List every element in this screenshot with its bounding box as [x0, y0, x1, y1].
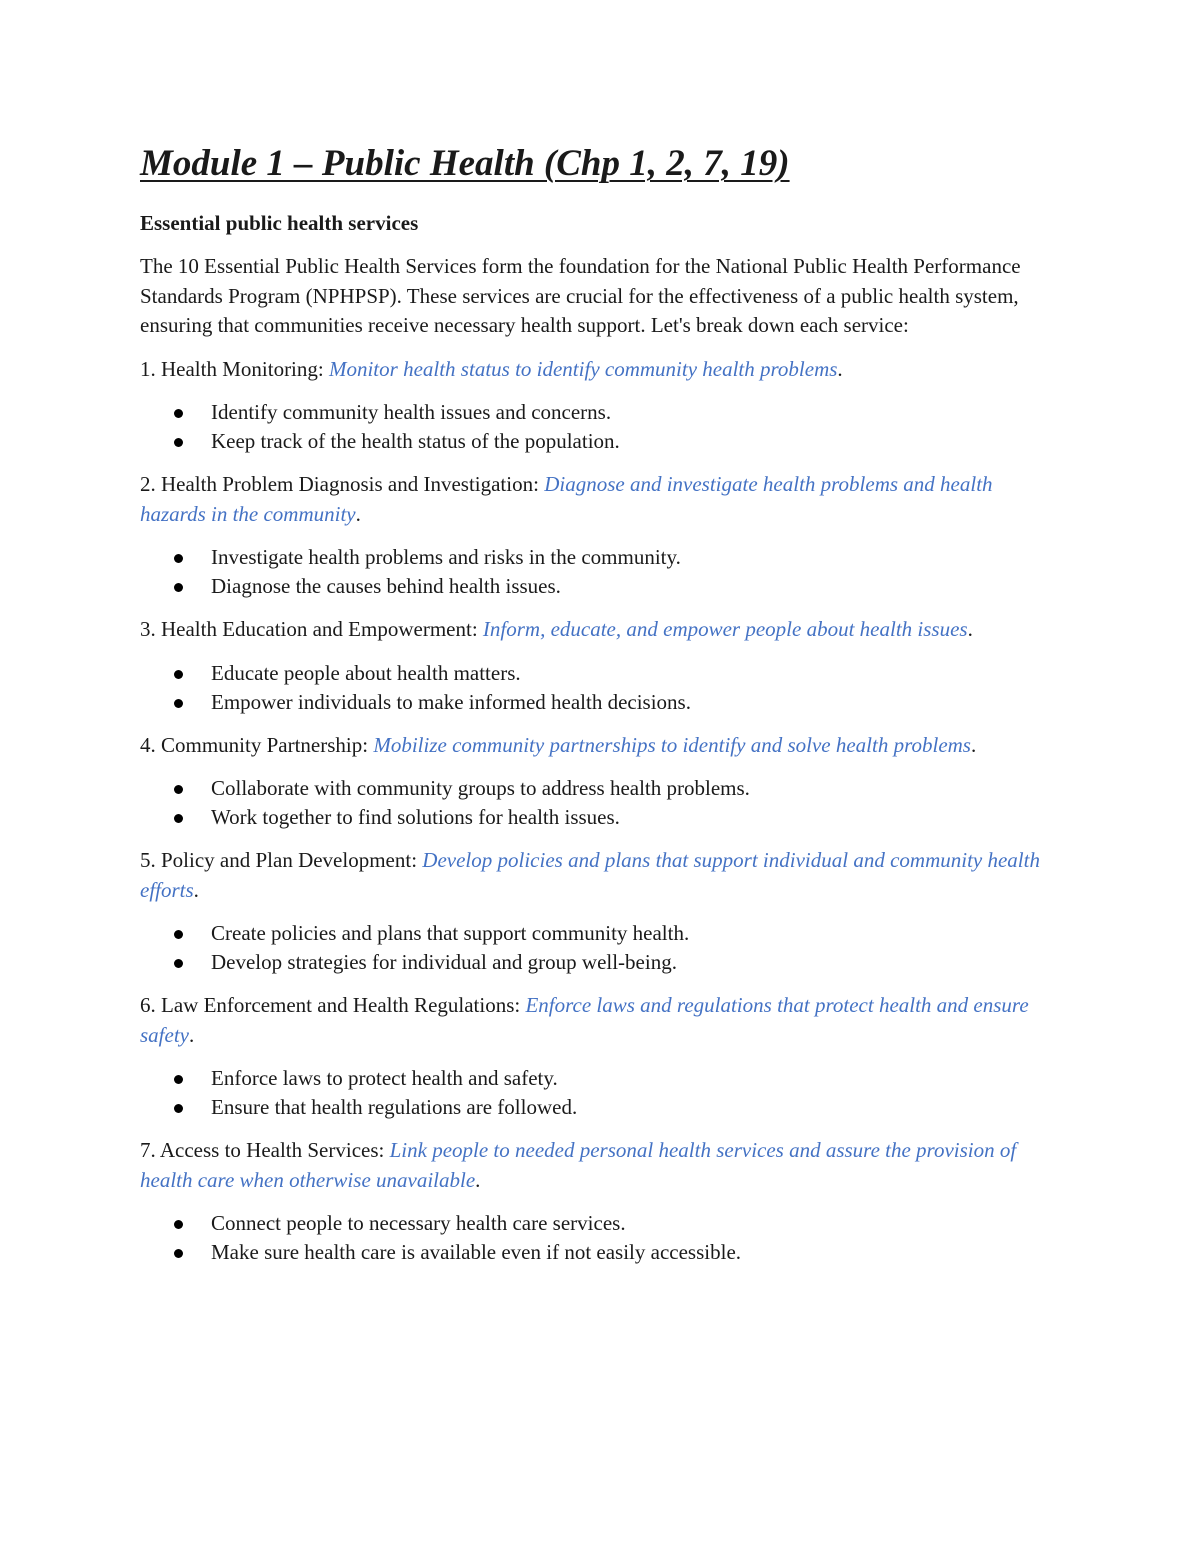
bullet-dot-icon: [174, 438, 183, 447]
bullet-text: Develop strategies for individual and group well-being.: [211, 950, 677, 974]
service-bullet-list: [140, 919, 1060, 977]
bullet-item: [140, 659, 1060, 688]
service-heading: [140, 991, 1060, 1050]
bullet-item: [140, 1238, 1060, 1267]
bullet-dot-icon: [174, 785, 183, 794]
bullet-text: Investigate health problems and risks in the community.: [211, 545, 681, 569]
bullet-dot-icon: [174, 1249, 183, 1258]
service-item-2: [140, 470, 1060, 601]
service-period: .: [188, 1022, 195, 1047]
bullet-dot-icon: [174, 409, 183, 418]
service-description: Mobilize community partnerships to identify and solve health problems: [373, 732, 971, 757]
bullet-item: [140, 1209, 1060, 1238]
bullet-text: Empower individuals to make informed health decisions.: [211, 689, 691, 714]
bullet-dot-icon: [174, 1075, 183, 1084]
bullet-text: Identify community health issues and concerns.: [211, 400, 612, 424]
bullet-item: [140, 543, 1060, 572]
bullet-text: Connect people to necessary health care services.: [211, 1211, 626, 1235]
service-bullet-list: [140, 398, 1060, 456]
service-label: 2. Health Problem Diagnosis and Investigation:: [140, 472, 545, 496]
bullet-text: Ensure that health regulations are followed.: [211, 1095, 578, 1119]
bullet-text: Work together to find solutions for health issues.: [211, 805, 620, 829]
bullet-item: [140, 688, 1060, 717]
service-item-7: [140, 1136, 1060, 1267]
bullet-dot-icon: [174, 814, 183, 823]
intro-paragraph: The 10 Essential Public Health Services form the foundation for the National Public Health Performance Standards Program (NPHPSP). These services are crucial for the effectiveness of a public health system, ensuring that communities receive necessary health support. Let's break down each service:: [140, 254, 1021, 337]
service-period: .: [193, 877, 199, 902]
service-label: 3. Health Education and Empowerment:: [140, 617, 483, 641]
bullet-text: Collaborate with community groups to address health problems.: [211, 776, 750, 800]
service-item-5: [140, 846, 1060, 977]
bullet-text: Keep track of the health status of the population.: [211, 429, 620, 453]
bullet-dot-icon: [174, 959, 183, 968]
service-item-3: [140, 615, 1060, 717]
section-heading: Essential public health services: [140, 211, 419, 235]
bullet-dot-icon: [174, 1104, 183, 1113]
bullet-text: Create policies and plans that support community health.: [211, 921, 690, 945]
service-description: Inform, educate, and empower people about health issues: [482, 617, 968, 641]
service-label: 4. Community Partnership:: [140, 732, 374, 757]
service-label: 7. Access to Health Services:: [140, 1138, 390, 1162]
bullet-item: [140, 1093, 1060, 1122]
page-title: Module 1 – Public Health (Chp 1, 2, 7, 19): [140, 143, 790, 184]
bullet-text: Diagnose the causes behind health issues.: [211, 574, 561, 598]
service-item-4: [140, 731, 1060, 833]
bullet-dot-icon: [174, 670, 183, 679]
bullet-item: [140, 948, 1060, 977]
bullet-dot-icon: [174, 699, 183, 708]
service-bullet-list: [140, 774, 1060, 832]
service-heading: [140, 1136, 1060, 1195]
service-label: 6. Law Enforcement and Health Regulations:: [140, 993, 526, 1017]
service-period: .: [970, 732, 977, 757]
bullet-item: [140, 774, 1060, 803]
bullet-item: [140, 398, 1060, 427]
bullet-dot-icon: [174, 930, 183, 939]
service-period: .: [967, 617, 973, 641]
service-heading: [140, 470, 1060, 529]
service-period: .: [475, 1167, 481, 1192]
service-period: .: [355, 501, 361, 526]
bullet-item: [140, 803, 1060, 832]
service-description: Diagnose and investigate health problems and health hazards in the community: [140, 472, 993, 526]
service-item-6: [140, 991, 1060, 1122]
bullet-dot-icon: [174, 1220, 183, 1229]
bullet-dot-icon: [174, 583, 183, 592]
service-label: 5. Policy and Plan Development:: [140, 848, 423, 872]
services-list: [140, 355, 1060, 1268]
service-heading: [140, 615, 1060, 645]
service-heading: [140, 355, 1060, 385]
service-bullet-list: [140, 1209, 1060, 1267]
service-label: 1. Health Monitoring:: [140, 356, 329, 381]
service-bullet-list: [140, 659, 1060, 717]
bullet-item: [140, 1064, 1060, 1093]
bullet-text: Make sure health care is available even if not easily accessible.: [211, 1240, 742, 1264]
service-bullet-list: [140, 1064, 1060, 1122]
service-item-1: [140, 355, 1060, 457]
bullet-item: [140, 919, 1060, 948]
service-bullet-list: [140, 543, 1060, 601]
service-period: .: [837, 356, 843, 381]
bullet-item: [140, 572, 1060, 601]
service-heading: [140, 731, 1060, 761]
bullet-item: [140, 427, 1060, 456]
service-description: Develop policies and plans that support individual and community health efforts: [140, 848, 1040, 902]
bullet-text: Enforce laws to protect health and safety.: [211, 1066, 558, 1090]
document-page: [140, 140, 1060, 1281]
bullet-dot-icon: [174, 554, 183, 563]
bullet-text: Educate people about health matters.: [211, 660, 521, 685]
service-description: Monitor health status to identify community health problems: [328, 356, 838, 381]
service-heading: [140, 846, 1060, 905]
service-description: Link people to needed personal health services and assure the provision of health care when otherwise unavailable: [140, 1138, 1017, 1192]
service-description: Enforce laws and regulations that protect health and ensure safety: [140, 993, 1029, 1047]
